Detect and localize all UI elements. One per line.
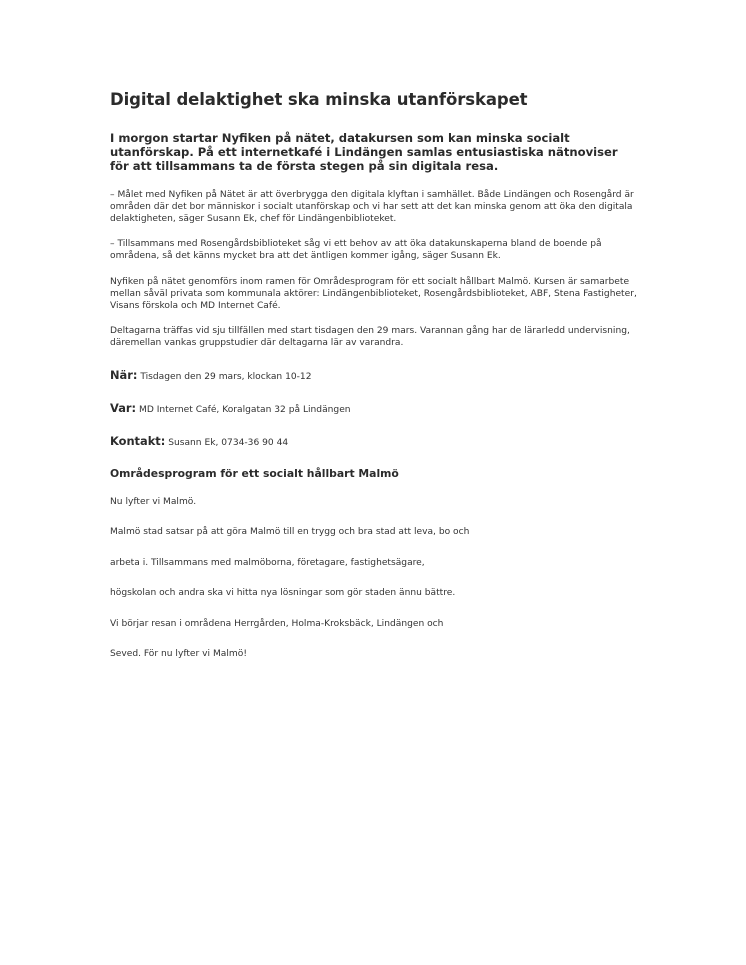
article-title: Digital delaktighet ska minska utanförskapet — [110, 90, 528, 109]
article-lede: I morgon startar Nyfiken på nätet, datakursen som kan minska socialt utanförskap. På ett internetkafé i Lindängen samlas entusiastiska nätnoviser för att tillsammans ta de första stegen på sin digitala resa. — [110, 131, 618, 173]
fact-when-value: Tisdagen den 29 mars, klockan 10-12 — [140, 371, 312, 382]
fact-when-label: När: — [110, 367, 138, 382]
fact-where-value: MD Internet Café, Koralgatan 32 på Lindängen — [138, 404, 351, 415]
program-line: Nu lyfter vi Malmö. — [110, 496, 197, 507]
fact-contact — [110, 434, 640, 450]
paragraph-quote-goal: – Målet med Nyfiken på Nätet är att överbrygga den digitala klyftan i samhället. Både Lindängen och Rosengård är områden där det bor människor i socialt utanförskap och vi har sett att det kan minska genom att öka den digitala delaktigheten, säger Susann Ek, chef för Lindängenbiblioteket. — [110, 190, 634, 224]
paragraph-quote-collaboration: – Tillsammans med Rosengårdsbiblioteket såg vi ett behov av att öka datakunskaperna bland de boende på områdena, så det känns mycket bra att det äntligen kommer igång, säger Susann Ek. — [110, 239, 602, 262]
fact-when — [110, 368, 640, 384]
press-release — [110, 90, 640, 680]
fact-contact-value: Susann Ek, 0734-36 90 44 — [168, 437, 289, 448]
program-line: Vi börjar resan i områdena Herrgården, Holma-Kroksbäck, Lindängen och — [110, 618, 444, 629]
program-heading: Områdesprogram för ett socialt hållbart Malmö — [110, 466, 399, 480]
program-line: arbeta i. Tillsammans med malmöborna, företagare, fastighetsägare, — [110, 557, 425, 568]
fact-contact-label: Kontakt: — [110, 433, 166, 448]
paragraph-schedule: Deltagarna träffas vid sju tillfällen med start tisdagen den 29 mars. Varannan gång har de lärarledd undervisning, däremellan vankas gruppstudier där deltagarna lär av varandra. — [110, 326, 630, 349]
fact-where — [110, 401, 640, 417]
paragraph-program-context: Nyfiken på nätet genomförs inom ramen för Områdesprogram för ett socialt hållbart Malmö. Kursen är samarbete mellan såväl privata som kommunala aktörer: Lindängenbiblioteket, Rosengårdsbiblioteket, ABF, Stena Fastigheter, Visans förskola och MD Internet Café. — [110, 276, 637, 311]
program-line: högskolan och andra ska vi hitta nya lösningar som gör staden ännu bättre. — [110, 588, 456, 599]
program-line: Malmö stad satsar på att göra Malmö till en trygg och bra stad att leva, bo och — [110, 527, 470, 538]
program-line: Seved. För nu lyfter vi Malmö! — [110, 649, 247, 660]
fact-where-label: Var: — [110, 400, 137, 415]
